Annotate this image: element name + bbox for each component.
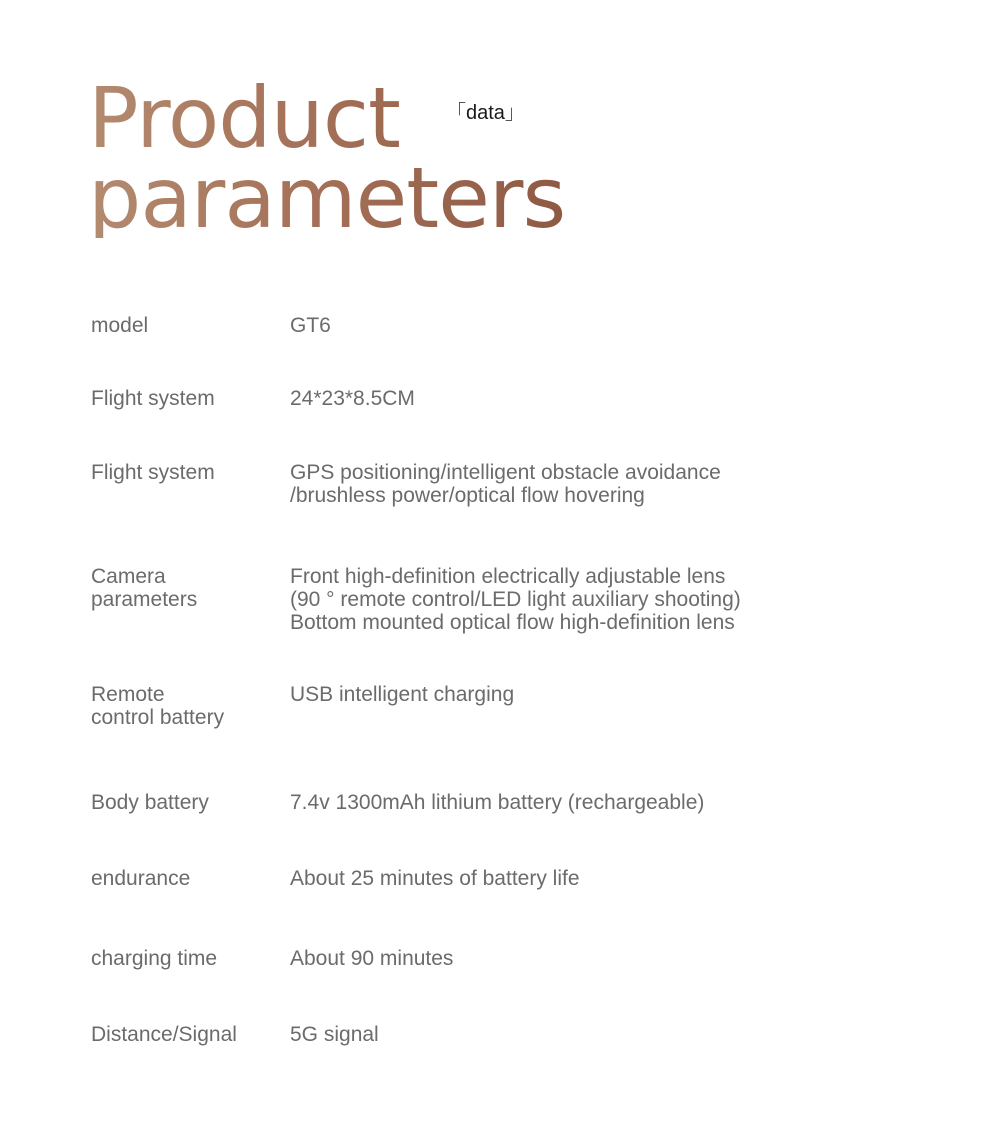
spec-value: GT6 xyxy=(290,314,331,337)
data-tag: 「data」 xyxy=(446,102,525,124)
spec-value: About 90 minutes xyxy=(290,947,454,970)
spec-label: model xyxy=(91,314,149,337)
spec-label: Distance/Signal xyxy=(91,1023,237,1046)
spec-label: Flight system xyxy=(91,387,215,410)
page-title-line-2: parameters xyxy=(88,149,566,247)
spec-label: Flight system xyxy=(91,461,215,484)
spec-value: About 25 minutes of battery life xyxy=(290,867,580,890)
spec-label: Remote control battery xyxy=(91,683,225,729)
spec-label: endurance xyxy=(91,867,191,890)
spec-value: 5G signal xyxy=(290,1023,379,1046)
spec-value: Front high-definition electrically adjustable lens (90 ° remote control/LED light auxiliary shooting) Bottom mounted optical flow high-definition lens xyxy=(290,565,741,634)
spec-label: Camera parameters xyxy=(91,565,198,611)
spec-value: 7.4v 1300mAh lithium battery (rechargeable) xyxy=(290,791,705,814)
spec-label: Body battery xyxy=(91,791,209,814)
spec-value: GPS positioning/intelligent obstacle avoidance /brushless power/optical flow hovering xyxy=(290,461,721,507)
spec-value: USB intelligent charging xyxy=(290,683,515,706)
spec-label: charging time xyxy=(91,947,218,970)
spec-value: 24*23*8.5CM xyxy=(290,387,415,410)
page-title-line-1: Product xyxy=(88,69,400,167)
